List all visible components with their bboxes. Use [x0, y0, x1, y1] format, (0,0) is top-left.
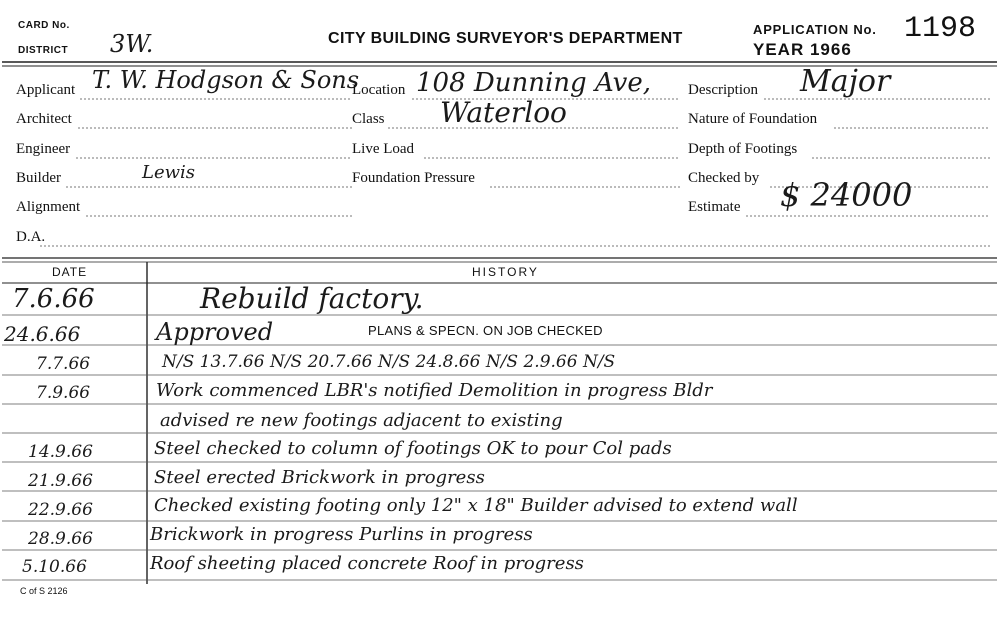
- location-value-2: Waterloo: [440, 96, 567, 129]
- applicant-label: Applicant: [16, 82, 76, 98]
- class-label: Class: [352, 111, 385, 127]
- history-entry: Approved: [156, 318, 274, 346]
- history-date: 28.9.66: [28, 529, 93, 549]
- description-value: Major: [800, 64, 891, 99]
- history-date: 5.10.66: [22, 557, 87, 577]
- estimate-value: $ 24000: [780, 176, 913, 214]
- history-entry: Checked existing footing only 12" x 18" Builder advised to extend wall: [154, 495, 798, 516]
- estimate-label: Estimate: [688, 199, 741, 215]
- architect-label: Architect: [16, 111, 72, 127]
- engineer-label: Engineer: [16, 141, 71, 157]
- plans-checked-stamp: PLANS & SPECN. ON JOB CHECKED: [368, 323, 603, 338]
- application-number: 1198: [904, 12, 977, 46]
- history-date: 14.9.66: [28, 442, 93, 462]
- checked-by-label: Checked by: [688, 170, 760, 186]
- depth-of-footings-label: Depth of Footings: [688, 141, 798, 157]
- history-date: 7.6.66: [12, 284, 95, 314]
- application-label: APPLICATION No.: [753, 22, 877, 37]
- date-column-header: DATE: [52, 265, 88, 279]
- history-column-header: HISTORY: [472, 265, 539, 279]
- history-entry: advised re new footings adjacent to existing: [160, 410, 563, 431]
- card-no-label: CARD No.: [18, 20, 70, 31]
- location-value: 108 Dunning Ave,: [416, 68, 652, 98]
- description-label: Description: [688, 82, 758, 98]
- history-entry: Steel checked to column of footings OK to pour Col pads: [154, 438, 672, 459]
- history-entry: Steel erected Brickwork in progress: [154, 467, 485, 488]
- builder-label: Builder: [16, 170, 61, 186]
- history-entry: Brickwork in progress Purlins in progress: [150, 524, 533, 545]
- alignment-label: Alignment: [16, 199, 81, 215]
- history-entry: Work commenced LBR's notified Demolition in progress Bldr: [156, 380, 713, 401]
- builder-value: Lewis: [142, 162, 196, 183]
- history-date: 22.9.66: [28, 500, 93, 520]
- history-entry: Rebuild factory.: [200, 282, 424, 315]
- district-label: DISTRICT: [18, 45, 69, 56]
- history-entry: N/S 13.7.66 N/S 20.7.66 N/S 24.8.66 N/S 2.9.66 N/S: [162, 352, 616, 372]
- history-date: 24.6.66: [4, 322, 81, 346]
- location-label: Location: [352, 82, 406, 98]
- live-load-label: Live Load: [352, 141, 415, 157]
- district-value: 3W.: [110, 30, 154, 58]
- history-date: 7.9.66: [36, 383, 91, 403]
- history-date: 21.9.66: [28, 471, 93, 491]
- department-title: CITY BUILDING SURVEYOR'S DEPARTMENT: [328, 30, 683, 47]
- year-label: YEAR 1966: [753, 40, 852, 59]
- history-entry: Roof sheeting placed concrete Roof in progress: [150, 553, 584, 574]
- applicant-value: T. W. Hodgson & Sons: [92, 66, 360, 94]
- foundation-pressure-label: Foundation Pressure: [352, 170, 475, 186]
- form-code: C of S 2126: [20, 586, 68, 596]
- da-label: D.A.: [16, 229, 46, 245]
- history-date: 7.7.66: [36, 354, 91, 374]
- nature-of-foundation-label: Nature of Foundation: [688, 111, 818, 127]
